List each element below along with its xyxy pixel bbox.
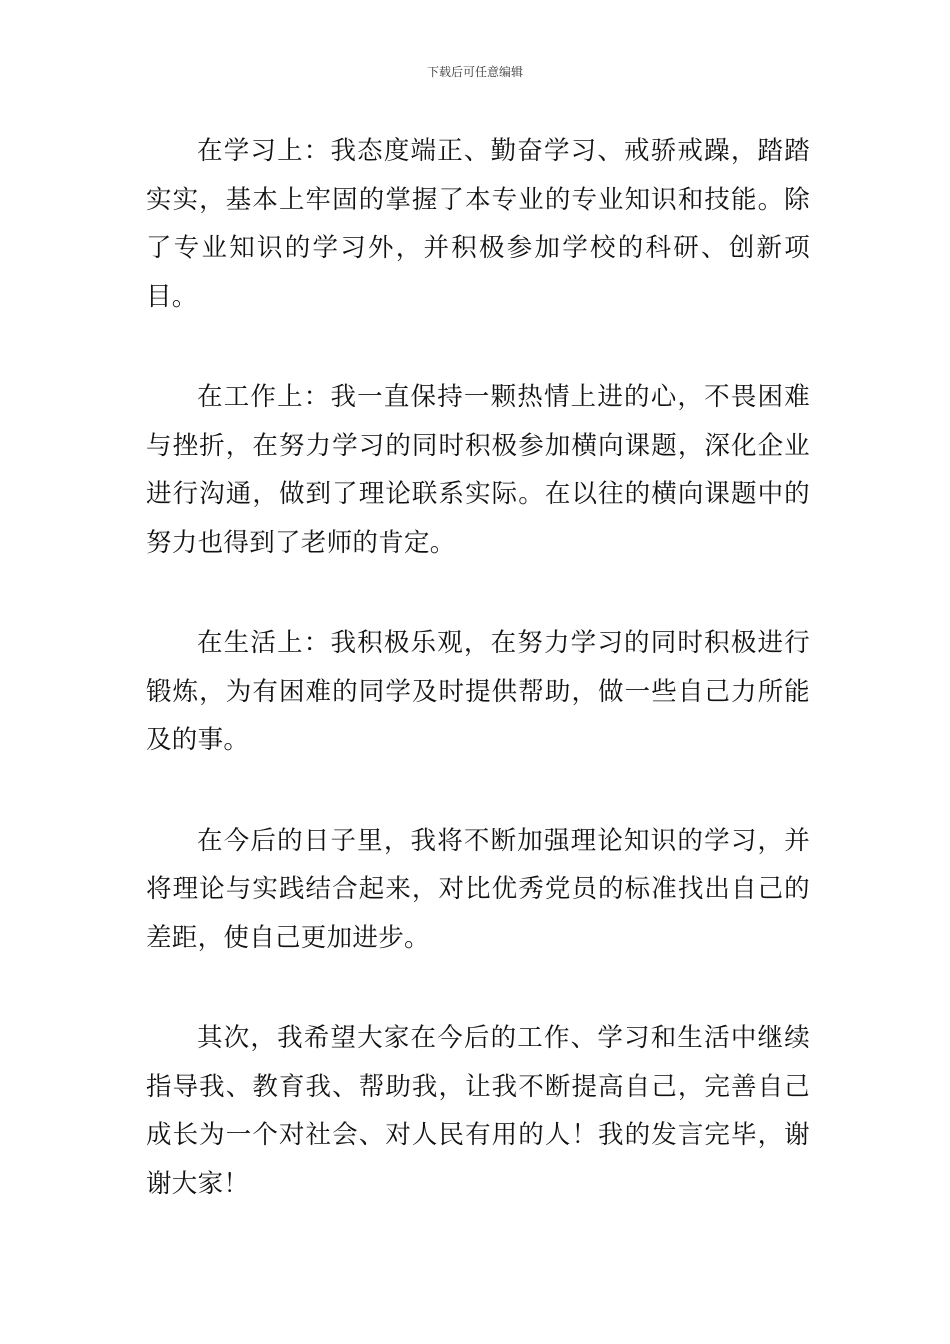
paragraph-future: 在今后的日子里，我将不断加强理论知识的学习，并将理论与实践结合起来，对比优秀党员的标准找出自己的差距，使自己更加进步。 [146,825,810,953]
paragraph-life: 在生活上：我积极乐观，在努力学习的同时积极进行锻炼，为有困难的同学及时提供帮助，做一些自己力所能及的事。 [146,628,810,755]
paragraph-closing: 其次，我希望大家在今后的工作、学习和生活中继续指导我、教育我、帮助我，让我不断提高自己，完善自己成长为一个对社会、对人民有用的人！我的发言完毕，谢谢大家！ [146,1023,810,1199]
paragraph-work: 在工作上：我一直保持一颗热情上进的心，不畏困难与挫折，在努力学习的同时积极参加横向课题，深化企业进行沟通，做到了理论联系实际。在以往的横向课题中的努力也得到了老师的肯定。 [146,382,810,558]
page-header: 下载后可任意编辑 [426,65,523,79]
paragraph-study: 在学习上：我态度端正、勤奋学习、戒骄戒躁，踏踏实实，基本上牢固的掌握了本专业的专业知识和技能。除了专业知识的学习外，并积极参加学校的科研、创新项目。 [146,136,810,312]
document-body [146,127,810,1260]
